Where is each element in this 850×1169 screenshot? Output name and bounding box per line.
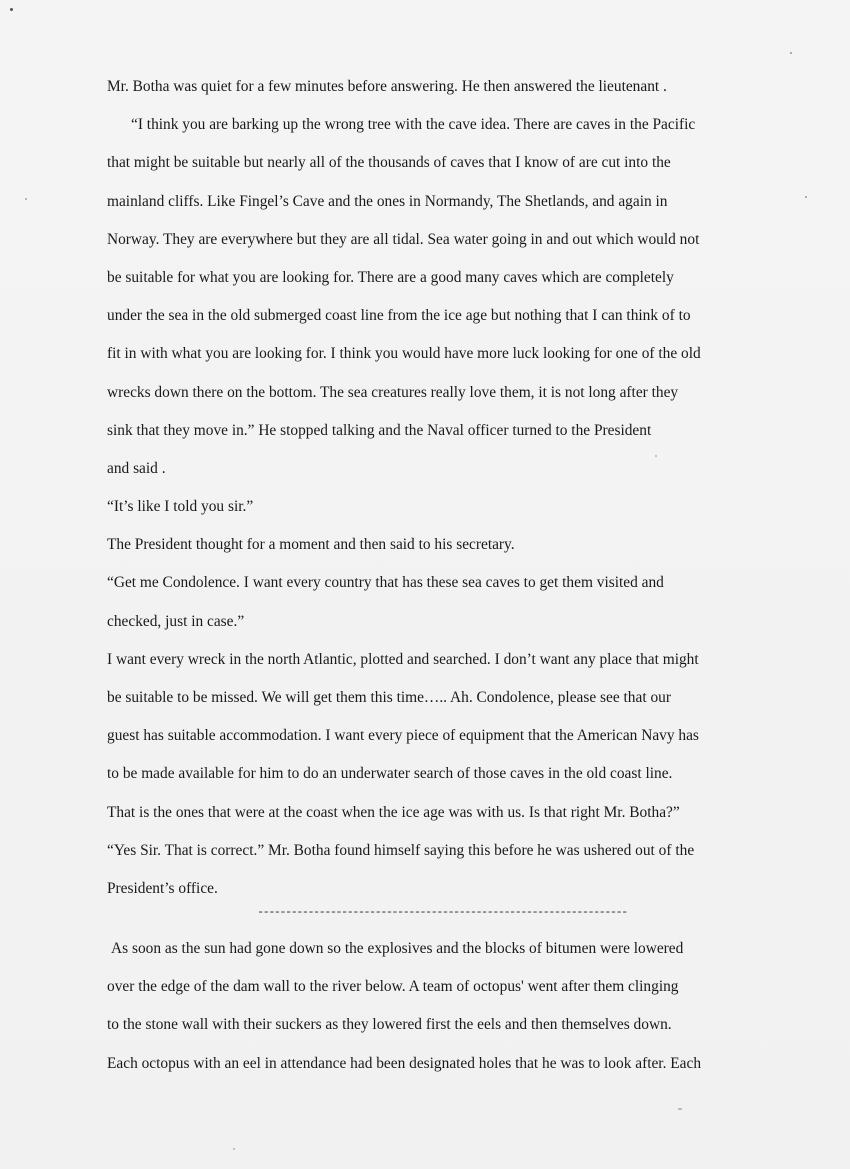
text-line: Each octopus with an eel in attendance had been designated holes that he was to look after. Each — [107, 1054, 702, 1072]
text-line: and said . — [107, 459, 166, 477]
section-separator: ------------------------------------------------------------------ — [257, 905, 627, 919]
scan-speck — [790, 52, 792, 54]
text-line: fit in with what you are looking for. I think you would have more luck looking for one of the old — [107, 345, 701, 363]
text-line: under the sea in the old submerged coast line from the ice age but nothing that I can think of to — [107, 307, 691, 325]
text-line: “It’s like I told you sir.” — [107, 498, 254, 516]
text-line: As soon as the sun had gone down so the explosives and the blocks of bitumen were lowered — [111, 940, 684, 957]
text-line: “Yes Sir. That is correct.” Mr. Botha found himself saying this before he was ushered out of the — [107, 841, 695, 859]
text-line: President’s office. — [107, 879, 218, 897]
text-line: checked, just in case.” — [107, 612, 245, 630]
text-line: Norway. They are everywhere but they are all tidal. Sea water going in and out which would not — [107, 230, 700, 248]
text-line: be suitable for what you are looking for. There are a good many caves which are completely — [107, 268, 674, 286]
text-line: Mr. Botha was quiet for a few minutes before answering. He then answered the lieutenant . — [107, 78, 667, 95]
text-line: guest has suitable accommodation. I want every piece of equipment that the American Navy has — [107, 727, 699, 745]
body-text-upper — [107, 68, 767, 908]
text-line: to be made available for him to do an underwater search of those caves in the old coast line. — [107, 765, 673, 783]
scan-speck — [25, 198, 27, 200]
scan-speck — [805, 196, 807, 198]
scan-speck — [678, 1108, 682, 1110]
text-line: I want every wreck in the north Atlantic, plotted and searched. I don’t want any place that might — [107, 650, 699, 668]
text-line: be suitable to be missed. We will get them this time….. Ah. Condolence, please see that our — [107, 689, 671, 706]
text-line: The President thought for a moment and then said to his secretary. — [107, 536, 515, 554]
scan-speck — [233, 1148, 235, 1150]
text-line: sink that they move in.” He stopped talking and the Naval officer turned to the President — [107, 421, 652, 439]
text-line: mainland cliffs. Like Fingel’s Cave and the ones in Normandy, The Shetlands, and again in — [107, 192, 668, 210]
text-line: over the edge of the dam wall to the river below. A team of octopus' went after them clinging — [107, 978, 679, 996]
body-text-lower — [107, 930, 767, 1083]
text-line: “Get me Condolence. I want every country that has these sea caves to get them visited and — [107, 574, 664, 592]
text-line: “I think you are barking up the wrong tree with the cave idea. There are caves in the Pacific — [131, 116, 696, 134]
text-line: That is the ones that were at the coast when the ice age was with us. Is that right Mr. Botha?” — [107, 803, 680, 821]
scan-speck — [10, 8, 13, 11]
text-line: wrecks down there on the bottom. The sea creatures really love them, it is not long after they — [107, 383, 679, 401]
text-line: to the stone wall with their suckers as they lowered first the eels and then themselves down. — [107, 1016, 672, 1034]
text-line: that might be suitable but nearly all of the thousands of caves that I know of are cut into the — [107, 154, 671, 172]
scan-speck — [655, 455, 657, 457]
